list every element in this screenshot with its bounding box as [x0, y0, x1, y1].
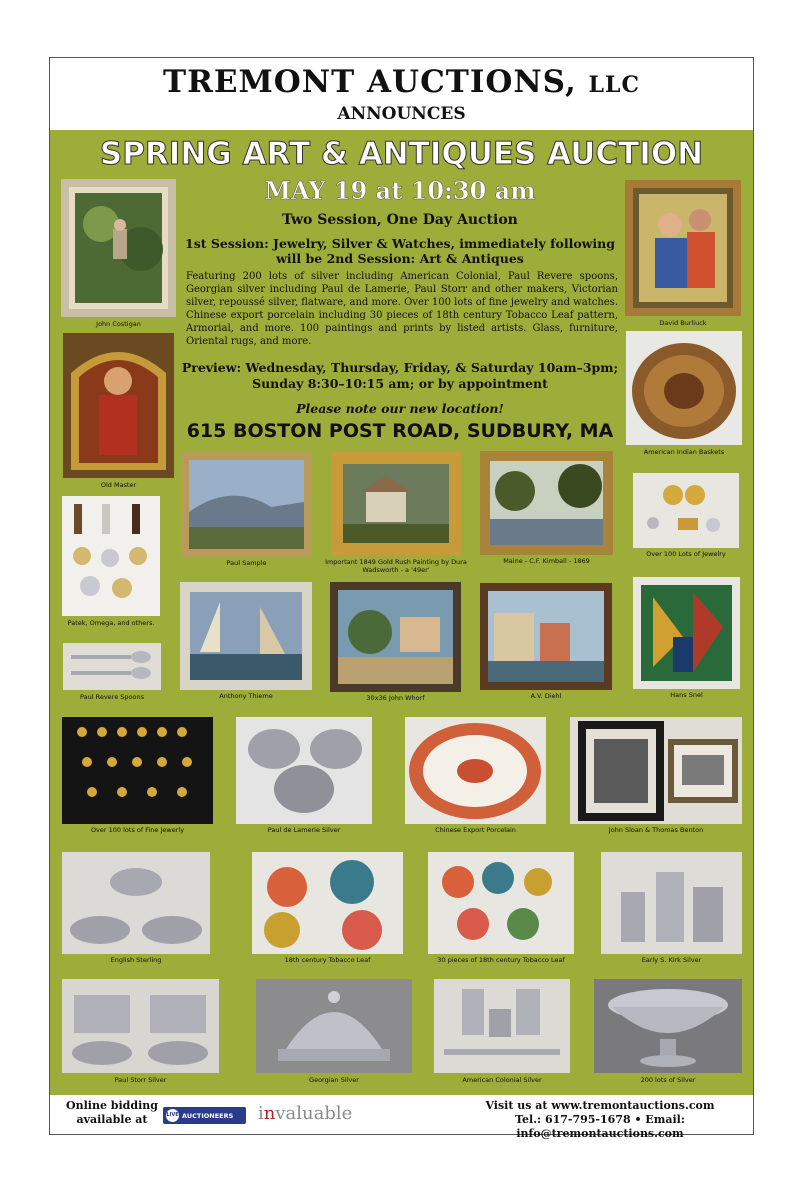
auction-address: 615 BOSTON POST ROAD, SUDBURY, MA	[186, 420, 614, 442]
item-caption: Important 1849 Gold Rush Painting by Dura Wadsworth - a '49er'	[325, 558, 467, 574]
item-american-colonial-silver	[434, 979, 570, 1084]
item-caption: Paul Sample	[226, 559, 267, 567]
painting-image	[330, 582, 461, 692]
item-paul-storr-silver	[62, 979, 219, 1084]
item-caption: Maine - C.F. Kimball - 1869	[503, 557, 590, 565]
announces-text: ANNOUNCES	[337, 104, 466, 124]
liveauctioneers-text: AUCTIONEERS	[182, 1111, 234, 1120]
item-caption: English Sterling	[110, 956, 162, 964]
item-caption: A.V. Diehl	[530, 692, 562, 700]
porcelain-image	[428, 852, 574, 954]
item-english-sterling	[62, 852, 210, 964]
online-bidding-text	[62, 1099, 162, 1127]
painting-image	[331, 452, 461, 555]
item-caption: Chinese Export Porcelain	[435, 826, 516, 834]
item-watches	[62, 496, 160, 627]
painting-image	[625, 180, 741, 316]
header	[50, 58, 753, 130]
item-american-indian-baskets	[626, 331, 742, 456]
item-john-costigan	[61, 179, 176, 328]
sessions-text: Two Session, One Day Auction	[282, 212, 518, 228]
item-caption: 30 pieces of 18th century Tobacco Leaf	[437, 956, 565, 964]
item-caption: Early S. Kirk Silver	[641, 956, 702, 964]
item-caption: 30x36 John Whorf	[366, 694, 425, 702]
painting-image	[180, 582, 312, 690]
item-caption: Paul Revere Spoons	[80, 693, 144, 701]
watches-image	[62, 496, 160, 616]
item-caption: Paul Storr Silver	[114, 1076, 167, 1084]
item-david-burliuck	[625, 180, 741, 327]
item-jewelry	[633, 473, 739, 558]
item-caption: 200 lots of Silver	[640, 1076, 696, 1084]
item-caption: 18th century Tobacco Leaf	[284, 956, 371, 964]
item-chinese-export-porcelain	[405, 717, 546, 834]
item-gold-rush-painting	[325, 452, 467, 574]
item-caption: American Indian Baskets	[643, 448, 725, 456]
company-suffix: LLC	[588, 72, 640, 98]
item-caption: Over 100 lots of Fine Jewerly	[90, 826, 185, 834]
silver-image	[62, 852, 210, 954]
event-title: SPRING ART & ANTIQUES AUCTION	[99, 136, 704, 172]
item-caption: American Colonial Silver	[462, 1076, 542, 1084]
item-caption: David Burliuck	[659, 319, 707, 327]
preview-line-1: Preview: Wednesday, Thursday, Friday, & Saturday 10am–3pm;	[181, 360, 619, 375]
website-link[interactable]: Visit us at www.tremontauctions.com	[485, 1099, 715, 1112]
event-date: MAY 19 at 10:30 am	[264, 176, 536, 205]
item-old-master	[63, 333, 174, 489]
item-paul-revere-spoons	[63, 643, 161, 701]
item-john-sloan-thomas-benton	[570, 717, 742, 834]
contact-info	[440, 1099, 760, 1141]
basket-image	[626, 331, 742, 445]
silver-image	[256, 979, 412, 1073]
item-caption: John Costigan	[96, 320, 141, 328]
session-schedule	[180, 236, 620, 266]
item-georgian-silver	[256, 979, 412, 1084]
item-paul-sample	[181, 452, 312, 567]
rings-image	[62, 717, 213, 824]
liveauctioneers-logo[interactable]	[163, 1107, 246, 1124]
porcelain-image	[252, 852, 403, 954]
item-caption: John Sloan & Thomas Benton	[608, 826, 704, 834]
silver-image	[434, 979, 570, 1073]
session-line-2: will be 2nd Session: Art & Antiques	[276, 251, 524, 266]
online-line-1: Online bidding	[66, 1099, 158, 1112]
item-av-diehl	[480, 583, 612, 700]
preview-hours	[180, 360, 620, 392]
liveauctioneers-badge: LIVE	[166, 1109, 179, 1122]
item-early-s-kirk-silver	[601, 852, 742, 964]
location-note: Please note our new location!	[296, 401, 504, 416]
silver-image	[236, 717, 372, 824]
item-caption: Over 100 Lots of Jewelry	[646, 550, 726, 558]
company-name: TREMONT AUCTIONS, LLC	[163, 64, 640, 100]
item-maine-kimball	[480, 451, 613, 565]
painting-image	[61, 179, 176, 317]
footer	[50, 1095, 753, 1140]
painting-image	[63, 333, 174, 478]
session-line-1: 1st Session: Jewelry, Silver & Watches, immediately following	[185, 236, 615, 251]
phone-email[interactable]: Tel.: 617-795-1678 • Email: info@tremontauctions.com	[515, 1113, 685, 1140]
item-john-whorf	[330, 582, 461, 702]
invaluable-logo[interactable]: invaluable	[258, 1103, 353, 1124]
item-200-lots-silver	[594, 979, 742, 1084]
silver-image	[62, 979, 219, 1073]
painting-image	[181, 452, 312, 557]
porcelain-image	[405, 717, 546, 824]
preview-line-2: Sunday 8:30–10:15 am; or by appointment	[252, 376, 548, 391]
item-caption: Old Master	[100, 481, 137, 489]
auction-description: Featuring 200 lots of silver including American Colonial, Paul Revere spoons, Georgian silver including Paul de Lamerie, Paul Storr and other makers, Victorian silver, repoussé silver, flatware, and more. Over 100 lots of fine jewelry and watches. Chinese export porcelain including 30 pieces of 18th century Tobacco Leaf pattern, Armorial, and more. 100 paintings and prints by listed artists. Glass, furniture, Oriental rugs, and more.	[186, 271, 618, 347]
painting-image	[480, 451, 613, 555]
item-30-pieces-tobacco-leaf	[428, 852, 574, 964]
item-tobacco-leaf	[252, 852, 403, 964]
item-caption: Paul de Lamerie Silver	[267, 826, 341, 834]
item-caption: Anthony Thieme	[219, 692, 273, 700]
item-caption: Hans Snel	[670, 691, 703, 699]
item-caption: Patek, Omega, and others.	[67, 619, 155, 627]
item-fine-jewelry	[62, 717, 213, 834]
painting-image	[480, 583, 612, 690]
prints-image	[570, 717, 742, 824]
silver-image	[594, 979, 742, 1073]
online-line-2: available at	[76, 1113, 148, 1126]
jewelry-image	[633, 473, 739, 548]
item-paul-de-lamerie-silver	[236, 717, 372, 834]
item-anthony-thieme	[180, 582, 312, 700]
item-caption: Georgian Silver	[309, 1076, 359, 1084]
silver-image	[601, 852, 742, 954]
spoons-image	[63, 643, 161, 690]
painting-image	[633, 577, 740, 689]
item-hans-snel	[633, 577, 740, 699]
